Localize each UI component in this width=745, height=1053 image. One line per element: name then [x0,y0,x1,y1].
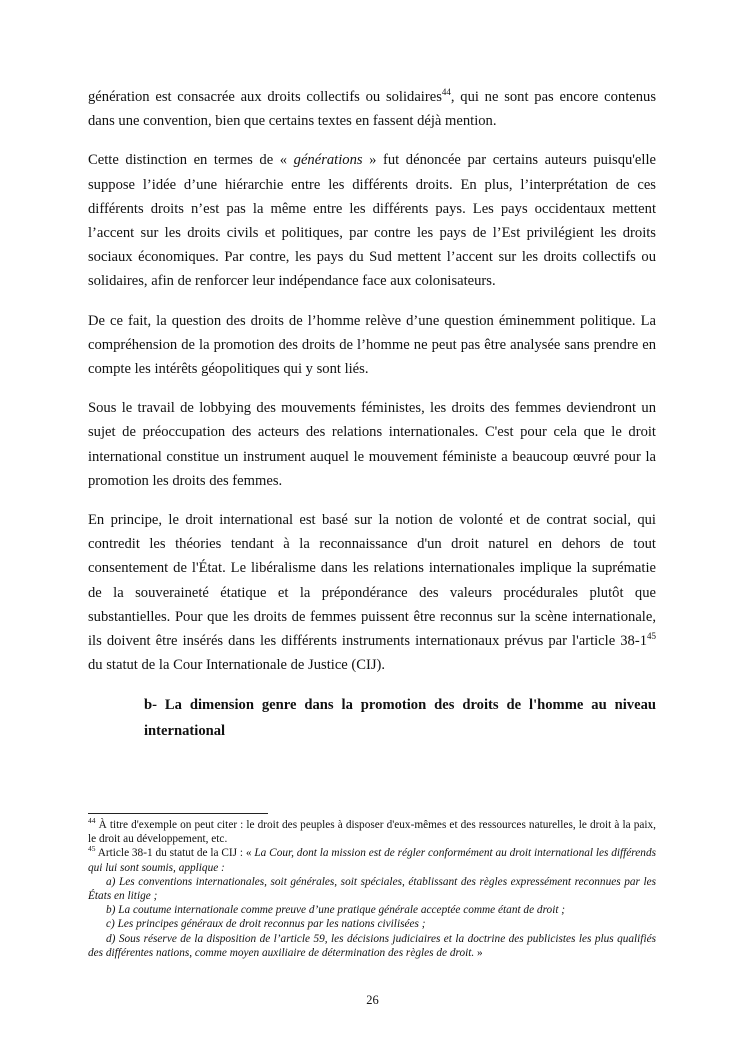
footnote-44-text: À titre d'exemple on peut citer : le droit des peuples à disposer d'eux-mêmes et des ressources naturelles, le droit à la paix, le droit au développement, etc. [88,819,656,846]
paragraph-1-text-a: génération est consacrée aux droits collectifs ou solidaires [88,89,442,105]
footnote-45-number: 45 [88,844,96,854]
footnote-44-number: 44 [88,816,96,826]
paragraph-1 [88,85,656,133]
footnote-ref-45[interactable]: 45 [647,631,656,642]
page-body [88,85,656,744]
footnote-44 [88,818,656,846]
paragraph-2 [88,148,656,293]
footnote-45-quote: La Cour, dont la mission est de régler conformément au droit international les différends qui lui sont soumis, applique : [88,847,656,874]
footnote-45-item-a-text: a) Les conventions internationales, soit générales, soit spéciales, établissant des règles expressément reconnues par les États en litige ; [88,875,656,903]
page-number: 26 [366,993,379,1007]
footnote-45-item-a [88,875,656,903]
footnote-ref-44[interactable]: 44 [441,87,451,98]
footnote-45-item-c [88,917,656,931]
paragraph-4: Sous le travail de lobbying des mouvements féministes, les droits des femmes deviendront un sujet de préoccupation des acteurs des relations internationales. C'est pour cela que le droit international constitue un instrument auquel le mouvement féministe a beaucoup œuvré pour la promotion les droits des femmes. [88,400,656,489]
footnote-45-item-c-text: c) Les principes généraux de droit reconnus par les nations civilisées ; [106,918,426,931]
footnote-45-close: » [474,946,483,959]
paragraph-2-emphasis: générations [293,152,363,169]
paragraph-5-text-b: du statut de la Cour Internationale de Justice (CIJ). [88,657,386,674]
footnote-separator [88,813,268,814]
footnote-45 [88,846,656,874]
paragraph-5-text-a: En principe, le droit international est basé sur la notion de volonté et de contrat social, qui contredit les théories tendant à la reconnaissance d'un droit naturel en dehors de tout consentement de l'État. Le libéralisme dans les relations internationales implique la suprématie de la souveraineté étatique et la prépondérance des valeurs procédurales plutôt que substantielles. Pour que les droits de femmes puissent être reconnus sur la scène internationale, ils doivent être insérés dans les différents instruments internationaux prévus par l'article 38-1 [88,512,656,650]
footnotes [88,818,656,960]
footnote-45-item-d [88,932,656,960]
paragraph-2-text-b: » fut dénoncée par certains auteurs puisqu'elle suppose l’idée d’une hiérarchie entre les différents droits. En plus, l’interprétation de ces différents droits n’est pas la même entre les différents pays. Les pays occidentaux mettent l’accent sur les droits civils et politiques, par contre les pays de l’Est privilégient les droits sociaux économiques. Par contre, les pays du Sud mettent l’accent sur les droits collectifs ou solidaires, afin de renforcer leur indépendance face aux colonisateurs. [88,152,656,290]
footnote-45-item-d-text: d) Sous réserve de la disposition de l’article 59, les décisions judiciaires et la doctrine des publicistes les plus qualifiés des différentes nations, comme moyen auxiliaire de détermination des règles de droit. [88,932,656,959]
paragraph-5 [88,508,656,677]
footnote-45-item-b-text: b) La coutume internationale comme preuve d’une pratique générale acceptée comme étant de droit ; [106,904,566,917]
section-subheading: b- La dimension genre dans la promotion des droits de l'homme au niveau international [144,697,656,740]
paragraph-2-text-a: Cette distinction en termes de « [88,152,294,169]
paragraph-3: De ce fait, la question des droits de l’homme relève d’une question éminemment politique. La compréhension de la promotion des droits de l’homme ne peut pas être analysée sans prendre en compte les intérêts géopolitiques qui y sont liés. [88,312,656,378]
paragraph-1-text-b: , qui ne sont pas encore contenus dans une convention, bien que certains textes en fassent déjà mention. [88,89,656,130]
footnote-45-item-b [88,903,656,917]
footnote-45-intro: Article 38-1 du statut de la CIJ : « [95,847,255,860]
